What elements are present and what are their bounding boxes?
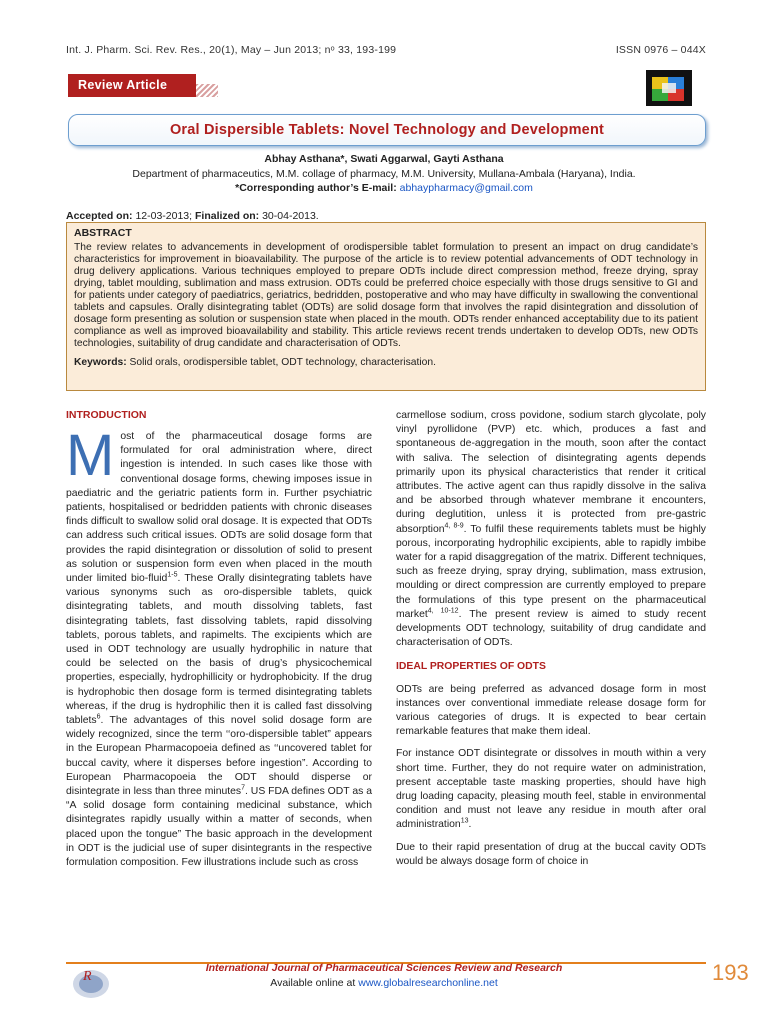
banner-decoration (196, 84, 218, 97)
intro-text-3: . The advantages of this novel solid dosage form are widely recognized, since the term ‘‘oro-dispersible tablet” appears in the European Pharmacopoeia defined as ‘‘uncovered tablet for buccal cavity, where it disperses before ingestion”. According to European Pharmacopoeia the ODT should disperse or disintegrate in less than three minutes (66, 715, 372, 798)
email-link[interactable]: abhaypharmacy@gmail.com (399, 182, 533, 194)
right-column (396, 409, 706, 877)
drop-cap: M (66, 423, 115, 488)
article-title: Oral Dispersible Tablets: Novel Technology and Development (68, 114, 706, 146)
available-label: Available online at (270, 977, 356, 989)
ideal-paragraph-2 (396, 747, 706, 832)
citation: Int. J. Pharm. Sci. Rev. Res., 20(1), May – Jun 2013; nᵒ 33, 193-199 (66, 44, 397, 56)
intro-text-2: . These Orally disintegrating tablets have various synonyms such as oro-dispersible tablets, quick disintegrating tablets, and mouth dissolving tablets, fast disintegrating tablets, fast dissolving tablets, rapid dissolving tablets, porous tablets, and rapimelts. The excipients which are used in ODT technology are usually hydrophilic in nature that could be selected on the basis of drug’s physicochemical properties, especially, hydrophillicity or hydrophobicity. If the drug is hydrophobic then dosage form is termed disintegrating tablets whereas, if the drug is hydrophilic then it is called fast dissolving tablets (66, 573, 372, 727)
intro-text-4: . US FDA defines ODT as a “A solid dosage form containing medicinal substance, which disintegrates rapidly usually within a matter of seconds, when placed upon the tongue” The basic approach in the development in ODT is the judicial use of super disintegrants in the respective formulation composition. Few illustrations include such as cross (66, 786, 372, 869)
finalized-date: 30-04-2013. (262, 210, 319, 222)
footer-availability (0, 977, 768, 989)
svg-text:R: R (83, 969, 92, 984)
intro-text-1: ost of the pharmaceutical dosage forms are formulated for oral administration where, direct ingestion is intended. In such cases like those with conventional dosage forms, chewing imposes issue in paediatric and the geriatric patients form in. Further psychiatric patients, hospitalised or bedridden patients with chronic diseases finds difficult to swallow solid oral dosage. It is expected that ODTs can address such critical issues. ODTs are solid dosage form that provides the rapid disintegration or dissolution of solid to present as solution or suspension form even when placed in the mouth under limited bio-fluid (66, 431, 372, 585)
keywords (74, 357, 698, 368)
section-heading-ideal-properties: IDEAL PROPERTIES OF ODTS (396, 661, 546, 673)
journal-logo-icon (644, 68, 694, 108)
website-link[interactable]: www.globalresearchonline.net (358, 977, 498, 989)
citation-sup: 4, 8-9 (444, 522, 464, 530)
right-text-3: . The present review is aimed to study recent developments ODT technology, suitability of drug candidate and characterisation of ODTs. (396, 608, 706, 649)
article-type-banner: Review Article (68, 74, 196, 97)
running-head (66, 44, 706, 56)
citation-sup: 1-5 (167, 571, 178, 579)
citation-sup: 7 (241, 784, 246, 792)
accepted-label: Accepted on: (66, 210, 133, 222)
page-number: 193 (712, 960, 749, 985)
citation-sup: 13 (460, 818, 469, 826)
corresponding-author (0, 182, 768, 194)
keywords-text: Solid orals, orodispersible tablet, ODT technology, characterisation. (129, 357, 436, 369)
ideal-paragraph-1: ODTs are being preferred as advanced dosage form in most instances over conventional immediate release dosage form for various categories of drugs. It is expected to bear certain remarkable features that make them ideal. (396, 683, 706, 738)
accepted-date: 12-03-2013; (135, 210, 193, 222)
ideal-paragraph-3: Due to their rapid presentation of drug at the buccal cavity ODTs would be always dosage form of choice in (396, 841, 706, 867)
abstract-box (66, 222, 706, 391)
ideal-text-2-end: . (468, 819, 472, 831)
section-heading-introduction: INTRODUCTION (66, 409, 147, 421)
corresponding-label: *Corresponding author’s E-mail: (235, 182, 397, 194)
right-text-2: . To fulfil these requirements tablets must be highly porous, incorporating hydrophilic excipients, able to rapidly imbibe water for a rapid disaggregation of the matrix. Different techniques, such as freeze drying, spray drying, sublimation, mass extrusion, moulding or direct compression are currently employed to prepare the formulations of this type present on the pharmaceutical market (396, 523, 706, 620)
ideal-text-2: For instance ODT disintegrate or dissolves in mouth within a very short time. Further, they do not require water on administration, present acceptable taste masking properties, should have high drug loading capacity, pleasing mouth feel, stable in environmental condition and must not leave any residue in mouth after oral administration (396, 748, 706, 831)
left-column (66, 423, 372, 878)
affiliation: Department of pharmaceutics, M.M. collage of pharmacy, M.M. University, Mullana-Ambala (Haryana), India. (132, 168, 636, 180)
footer-journal-name: International Journal of Pharmaceutical Sciences Review and Research (205, 962, 563, 974)
publication-dates (66, 210, 319, 222)
intro-continued-paragraph (396, 409, 706, 650)
intro-paragraph (66, 423, 372, 870)
citation-sup: 6 (96, 713, 101, 721)
keywords-label: Keywords: (74, 357, 127, 369)
right-text-1: carmellose sodium, cross povidone, sodium starch glycolate, poly vinyl pyrollidone (PVP) etc. which, produces a fast and spontaneous de-aggregation in the mouth, soon after the contact with saliva. The selection of disintegrating agents depends primarily upon its physical characteristics that render it critical attributes. The active agent can thus rapidly dissolve in the saliva and be absorbed through whatever membrane it encounters, during deglutition, unless it is protected from pre-gastric absorption (396, 410, 706, 535)
abstract-text: The review relates to advancements in development of orodispersible tablet formulation to present an impact on drug candidate’s characteristics for improvement in bioavailability. The purpose of the article is to review potential advancements of ODT technology in drug delivery applications. Various techniques employed to prepare ODTs include direct compression method, freeze drying, spray drying, tablet moulding, sublimation and mass extrusion. ODTs could be preferred choice especially with those drugs sensitive to GI and for patients under category of paediatrics, geriatrics, bedridden, postoperative and who may have difficulty in swallowing the conventional tablets and capsules. Orally disintegrating tablet (ODTs) are solid dosage form that involves the rapid disintegration and dissolution of dosage form presenting as solution or suspension state when placed in the mouth. ODTs render enhanced acceptability due to its patient compliance as well as improved bioavailability and stability. This article reviews recent trends undertaken to develop ODTs, new ODTs technologies, suitability of drug candidate and characterisation of ODTs. (74, 242, 698, 350)
abstract-heading: ABSTRACT (74, 227, 132, 239)
issn: ISSN 0976 – 044X (615, 44, 706, 56)
finalized-label: Finalized on: (195, 210, 260, 222)
authors: Abhay Asthana*, Swati Aggarwal, Gayti Asthana (264, 153, 504, 165)
citation-sup: 4, 10-12 (427, 607, 459, 615)
